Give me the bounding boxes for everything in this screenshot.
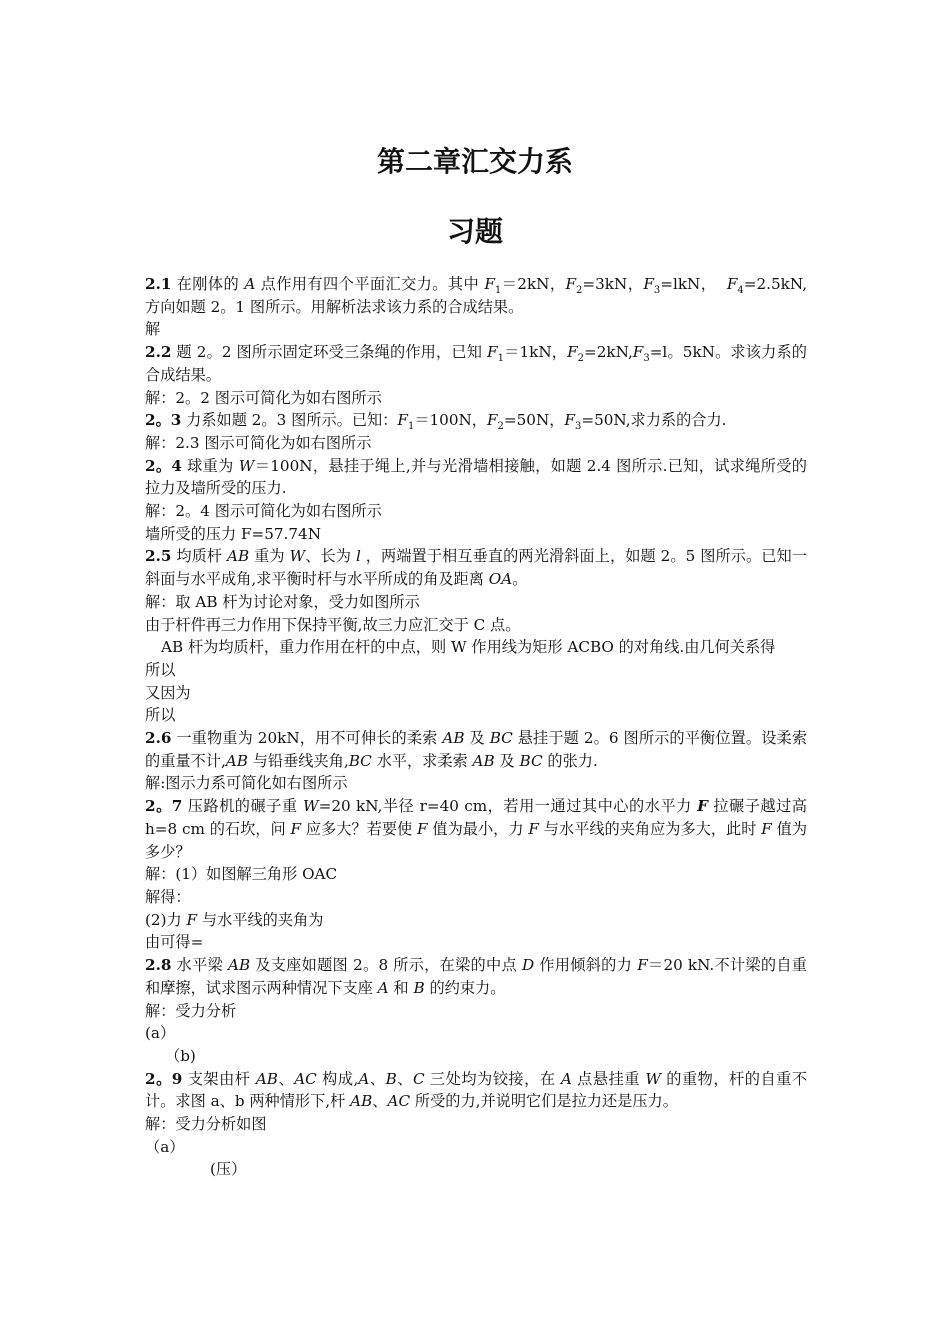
text-run: l [355, 547, 361, 566]
problem-number: 2.2 [145, 343, 172, 362]
text-run: 与水平线的夹角为 [197, 910, 324, 929]
text-run: ＝2kN， [501, 275, 566, 293]
text-run: AB [227, 547, 250, 566]
text-run: 与水平线的夹角应为多大，此时 [538, 819, 762, 838]
subscript: 3 [643, 353, 650, 365]
text-line [145, 614, 807, 637]
text-line [145, 1158, 807, 1181]
text-run: AB [228, 956, 251, 975]
text-run: 又因为 [145, 683, 191, 702]
text-run: (a） [145, 1024, 176, 1043]
text-run: F [528, 819, 539, 838]
text-run: 墙所受的压力 F=57.74N [145, 524, 321, 543]
problem-number: 2.8 [145, 956, 172, 975]
problem-number: 2.1 [145, 275, 172, 293]
problem-number: 2。4 [145, 456, 182, 475]
text-run: AB [442, 729, 465, 748]
text-line [145, 341, 807, 386]
text-run: 作用倾斜的力 [534, 956, 638, 975]
text-run: 解:图示力系可简化如右图所示 [145, 774, 348, 793]
text-run: 解：(1）如图解三角形 OAC [145, 865, 338, 884]
text-run: F [487, 343, 498, 362]
text-run: 一重物重为 20kN，用不可伸长的柔索 [171, 729, 443, 748]
text-run: 及 [494, 751, 520, 770]
text-line [145, 772, 807, 795]
text-line [145, 1022, 807, 1045]
text-run: 所以 [145, 660, 176, 679]
problem-text-body [145, 273, 812, 1181]
subscript: 2 [497, 421, 504, 433]
text-line [145, 1113, 807, 1136]
text-run: F [397, 411, 408, 430]
text-run: 由可得= [145, 933, 204, 952]
text-run: =3kN， [582, 275, 644, 293]
text-run: F [417, 819, 428, 838]
text-run: (2)力 [145, 910, 187, 929]
text-run: 解：受力分析如图 [145, 1115, 267, 1134]
text-line [145, 1045, 807, 1068]
text-run: BC [348, 751, 372, 770]
text-run: 在刚体的 [171, 275, 245, 293]
subscript: 2 [576, 285, 583, 297]
subscript: 4 [737, 285, 744, 297]
text-line [145, 886, 807, 909]
text-run: F [567, 343, 578, 362]
text-run: 支架由杆 [182, 1069, 256, 1088]
text-run: 三处均为铰接，在 [424, 1069, 561, 1088]
text-run: 题 2。2 图所示固定环受三条绳的作用，已知 [171, 343, 488, 362]
text-line [145, 273, 807, 318]
text-run: （a） [145, 1137, 185, 1156]
text-run: 、 [396, 1069, 413, 1088]
subscript: 1 [497, 353, 504, 365]
text-run: F [290, 819, 302, 838]
text-run: 解得： [145, 887, 191, 906]
text-run: 力系如题 2。3 图所示。已知： [181, 411, 398, 430]
text-line [145, 432, 807, 455]
text-run: A [560, 1069, 572, 1088]
text-run: F [637, 956, 648, 975]
text-line [145, 545, 807, 590]
text-run: C [412, 1069, 425, 1088]
text-run: A [244, 275, 256, 293]
text-run: F [632, 343, 644, 362]
text-run: =lkN， [660, 275, 727, 293]
text-run: =50N,求力系的合力. [581, 411, 727, 430]
text-run: AB [255, 1069, 278, 1088]
text-run: F [564, 411, 575, 430]
text-line [145, 500, 807, 523]
text-run: ＝100N，悬挂于绳上,并与光滑墙相接触，如题 2.4 图所示.已知，试求绳所受的拉力及墙所受的压力. [145, 456, 807, 498]
text-run: 解：受力分析 [145, 1001, 237, 1020]
text-run: 。 [512, 570, 528, 589]
text-run: B [413, 978, 425, 997]
text-run: 值为最小，力 [427, 819, 529, 838]
text-run: 点悬挂重 [571, 1069, 646, 1088]
subscript: 1 [494, 285, 502, 297]
text-run: 水平梁 [171, 956, 229, 975]
text-line [145, 409, 807, 432]
text-run: 与铅垂线夹角, [247, 751, 349, 770]
text-run: 及支座如题图 2。8 所示，在梁的中点 [250, 956, 523, 975]
text-run: 所受的力,并说明它们是拉力还是压力。 [410, 1092, 678, 1111]
text-run: AC [387, 1092, 411, 1111]
text-run: BC [489, 729, 513, 748]
text-run: =2kN, [584, 343, 633, 362]
text-run: =20 kN,半径 r=40 cm，若用一通过其中心的水平力 [318, 797, 698, 816]
text-run: =2.5kN,方向如题 2。1 图所示。用解析法求该力系的合成结果。 [145, 275, 808, 316]
text-run: F [186, 910, 198, 929]
text-run: 、 [277, 1069, 295, 1088]
text-run: W [238, 456, 255, 475]
text-run: 所以 [145, 706, 176, 725]
text-line [145, 909, 807, 932]
text-line [145, 795, 812, 863]
text-run: 重为 [249, 547, 290, 566]
text-line [145, 954, 807, 999]
text-run: AC [294, 1069, 317, 1088]
problem-number: 2.5 [145, 547, 172, 566]
text-line [145, 387, 807, 410]
text-line [145, 682, 807, 705]
text-run: A [377, 978, 389, 997]
text-run: W [302, 797, 319, 816]
text-run: (压） [210, 1160, 247, 1179]
text-run: F [697, 797, 708, 816]
problem-number: 2。9 [145, 1069, 183, 1088]
text-line [145, 1000, 807, 1023]
text-run: OA [488, 570, 513, 589]
text-run: 值为多少？ [145, 819, 808, 861]
problem-number: 2。3 [145, 411, 182, 430]
text-run: F [565, 275, 577, 293]
text-run: 由于杆件再三力作用下保持平衡,故三力应汇交于 C 点。 [145, 615, 521, 634]
text-run: =l。5kN。求该力系的合成结果。 [145, 343, 807, 384]
text-run: =50N， [503, 411, 565, 430]
text-run: 的重物，杆的自重不计。求图 a、b 两种情形下,杆 [145, 1069, 808, 1111]
text-line [145, 591, 807, 614]
text-run: 压路机的碾子重 [182, 797, 303, 816]
text-line [145, 523, 807, 546]
text-line [145, 636, 807, 659]
subscript: 1 [407, 421, 415, 433]
text-run: 解：2。4 图示可简化为如右图所示 [145, 502, 382, 521]
text-run: 的约束力。 [424, 978, 506, 997]
text-run: BC [519, 751, 543, 770]
text-run: 、 [369, 1069, 386, 1088]
text-run: D [522, 956, 535, 975]
text-line [145, 1068, 807, 1113]
text-run: 解：2.3 图示可简化为如右图所示 [145, 433, 372, 452]
text-run: 构成, [316, 1069, 359, 1088]
text-run: AB 杆为均质杆，重力作用在杆的中点，则 W 作用线为矩形 ACBO 的对角线.由几何关系得 [161, 638, 776, 657]
text-run: 解：取 AB 杆为讨论对象，受力如图所示 [145, 592, 420, 611]
text-line [145, 704, 807, 727]
text-run: 和 [388, 978, 414, 997]
text-run: ，两端置于相互垂直的两光滑斜面上，如题 2。5 图所示。已知一斜面与水平成角,求平衡时杆与水平所成的角及距离 [145, 547, 808, 589]
text-run: F [761, 819, 772, 838]
text-run: 应多大？若要使 [301, 819, 418, 838]
subscript: 2 [577, 353, 585, 365]
text-line [145, 863, 807, 886]
problem-number: 2.6 [145, 729, 172, 748]
text-run: F [484, 275, 495, 293]
text-run: AB [225, 751, 248, 770]
text-run: 点作用有四个平面汇交力。其中 [255, 275, 485, 293]
text-line [145, 931, 807, 954]
problem-number: 2。7 [145, 797, 183, 816]
text-run: B [385, 1069, 397, 1088]
text-line [145, 318, 807, 341]
chapter-title: 第二章汇交力系 [376, 145, 573, 178]
text-run: F [486, 411, 498, 430]
text-run: 及 [464, 729, 490, 748]
text-run: 球重为 [181, 456, 239, 475]
text-run: 解 [145, 320, 161, 339]
text-run: 、长为 [305, 547, 356, 566]
text-line [145, 659, 807, 682]
text-line [145, 727, 807, 772]
subscript: 3 [574, 421, 582, 433]
text-run: 解：2。2 图示可简化为如右图所示 [145, 388, 382, 407]
text-run: A [358, 1069, 370, 1088]
text-run: 拉碾子越过高 h=8 cm 的石坎，问 [145, 797, 812, 838]
text-run: W [289, 547, 306, 566]
text-run: ＝1kN， [503, 343, 568, 362]
text-run: 、 [372, 1092, 388, 1111]
text-run: AB [350, 1092, 373, 1111]
text-run: 悬挂于题 2。6 图所示的平衡位置。设柔索的重量不计, [145, 729, 808, 770]
text-run: （b) [165, 1046, 196, 1065]
text-run: F [726, 275, 738, 293]
text-run: ＝20 kN.不计梁的自重和摩擦，试求图示两种情况下支座 [145, 956, 807, 997]
text-line [145, 1136, 807, 1159]
text-run: AB [472, 751, 495, 770]
text-run: F [643, 275, 654, 293]
text-run: 水平，求柔索 [371, 751, 473, 770]
text-line [145, 455, 807, 500]
text-run: 的张力. [542, 751, 598, 770]
subscript: 3 [653, 285, 661, 297]
text-run: W [645, 1069, 661, 1088]
text-run: 均质杆 [171, 547, 228, 566]
section-title: 习题 [446, 215, 503, 248]
text-run: ＝100N， [414, 411, 487, 430]
